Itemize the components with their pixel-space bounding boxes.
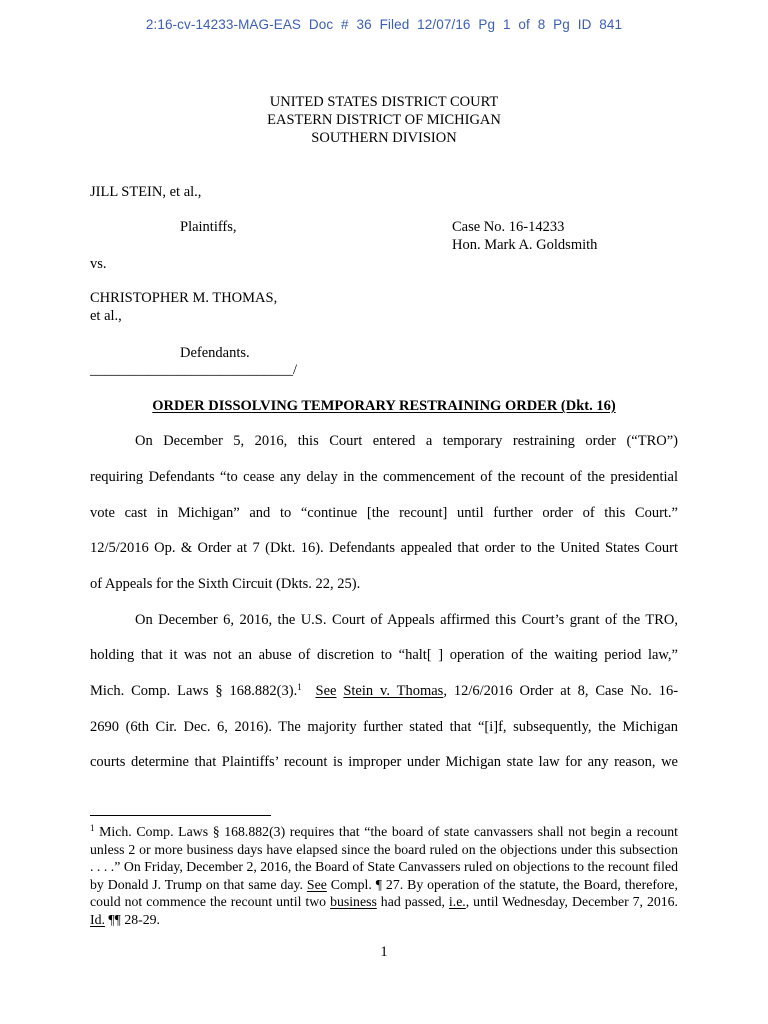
- case-number: Case No. 16-14233: [452, 219, 565, 235]
- footnote-ie: i.e.: [448, 894, 466, 910]
- caption-rule: ____________________________/: [90, 362, 298, 378]
- versus: vs.: [90, 256, 107, 272]
- court-district: EASTERN DISTRICT OF MICHIGAN: [267, 112, 501, 128]
- paragraph-2-line-1: On December 6, 2016, the U.S. Court of Appeals affirmed this Court’s grant of the TRO,: [135, 612, 678, 628]
- court-division: SOUTHERN DIVISION: [311, 130, 457, 146]
- defendant-name: CHRISTOPHER M. THOMAS,: [90, 290, 278, 306]
- defendants-label: Defendants.: [180, 345, 250, 361]
- judge-name: Hon. Mark A. Goldsmith: [452, 237, 598, 253]
- footnote-id: Id.: [90, 911, 105, 927]
- statute-cite: Mich. Comp. Laws § 168.882(3).: [90, 683, 298, 699]
- paragraph-2-line-5: courts determine that Plaintiffs’ recount is improper under Michigan state law for any reason, we: [90, 754, 678, 770]
- page-number: 1: [380, 944, 388, 960]
- filing-stamp: 2:16-cv-14233-MAG-EAS Doc # 36 Filed 12/07/16 Pg 1 of 8 Pg ID 841: [145, 17, 623, 32]
- plaintiffs-label: Plaintiffs,: [180, 219, 237, 235]
- paragraph-1-line-4: 12/5/2016 Op. & Order at 7 (Dkt. 16). Defendants appealed that order to the United States Court: [90, 540, 678, 556]
- case-cite: , 12/6/2016 Order at 8, Case No. 16-: [443, 683, 679, 699]
- footnote-see: See: [306, 876, 327, 892]
- paragraph-2-line-4: 2690 (6th Cir. Dec. 6, 2016). The majority further stated that “[i]f, subsequently, the Michigan: [90, 719, 678, 735]
- paragraph-2-line-3: [90, 683, 678, 700]
- order-title: ORDER DISSOLVING TEMPORARY RESTRAINING ORDER (Dkt. 16): [152, 398, 616, 414]
- paragraph-1-line-1: On December 5, 2016, this Court entered a temporary restraining order (“TRO”): [135, 433, 678, 449]
- paragraph-1-line-5: of Appeals for the Sixth Circuit (Dkts. 22, 25).: [90, 576, 361, 592]
- paragraph-1-line-3: vote cast in Michigan” and to “continue [the recount] until further order of this Court.”: [90, 505, 678, 521]
- footnote-business: business: [330, 894, 377, 910]
- footnote-text: Mich. Comp. Laws § 168.882(3) requires that “the board of state canvassers shall not begin a recount unless 2 or more business days have elapsed since the board ruled on the objections under this subsection . . . .” On Friday, December 2, 2016, the Board of State Canvassers ruled on objections to the recount filed by Donald J. Trump on that same day.: [90, 824, 678, 892]
- footnote-1: [90, 823, 678, 929]
- paragraph-2-line-2: holding that it was not an abuse of discretion to “halt[ ] operation of the waiting period law,”: [90, 647, 678, 663]
- footnote-ref: 1: [297, 682, 302, 692]
- court-name: UNITED STATES DISTRICT COURT: [269, 94, 499, 110]
- defendant-et-al: et al.,: [90, 308, 122, 324]
- footnote-divider: [90, 815, 271, 816]
- footnote-number: 1: [90, 823, 95, 833]
- case-name: Stein v. Thomas: [343, 683, 444, 699]
- see-signal: See: [315, 683, 337, 699]
- footnote-text-5: ¶¶ 28-29.: [104, 911, 160, 927]
- plaintiff-name: JILL STEIN, et al.,: [90, 184, 202, 200]
- footnote-text-2: Compl. ¶ 27. By operation of the statute, the Board, therefore, could not commence the recount until two: [90, 876, 678, 910]
- footnote-text-3: had passed,: [376, 894, 449, 910]
- paragraph-1-line-2: requiring Defendants “to cease any delay in the commencement of the recount of the presidential: [90, 469, 678, 485]
- footnote-text-4: , until Wednesday, December 7, 2016.: [465, 894, 678, 910]
